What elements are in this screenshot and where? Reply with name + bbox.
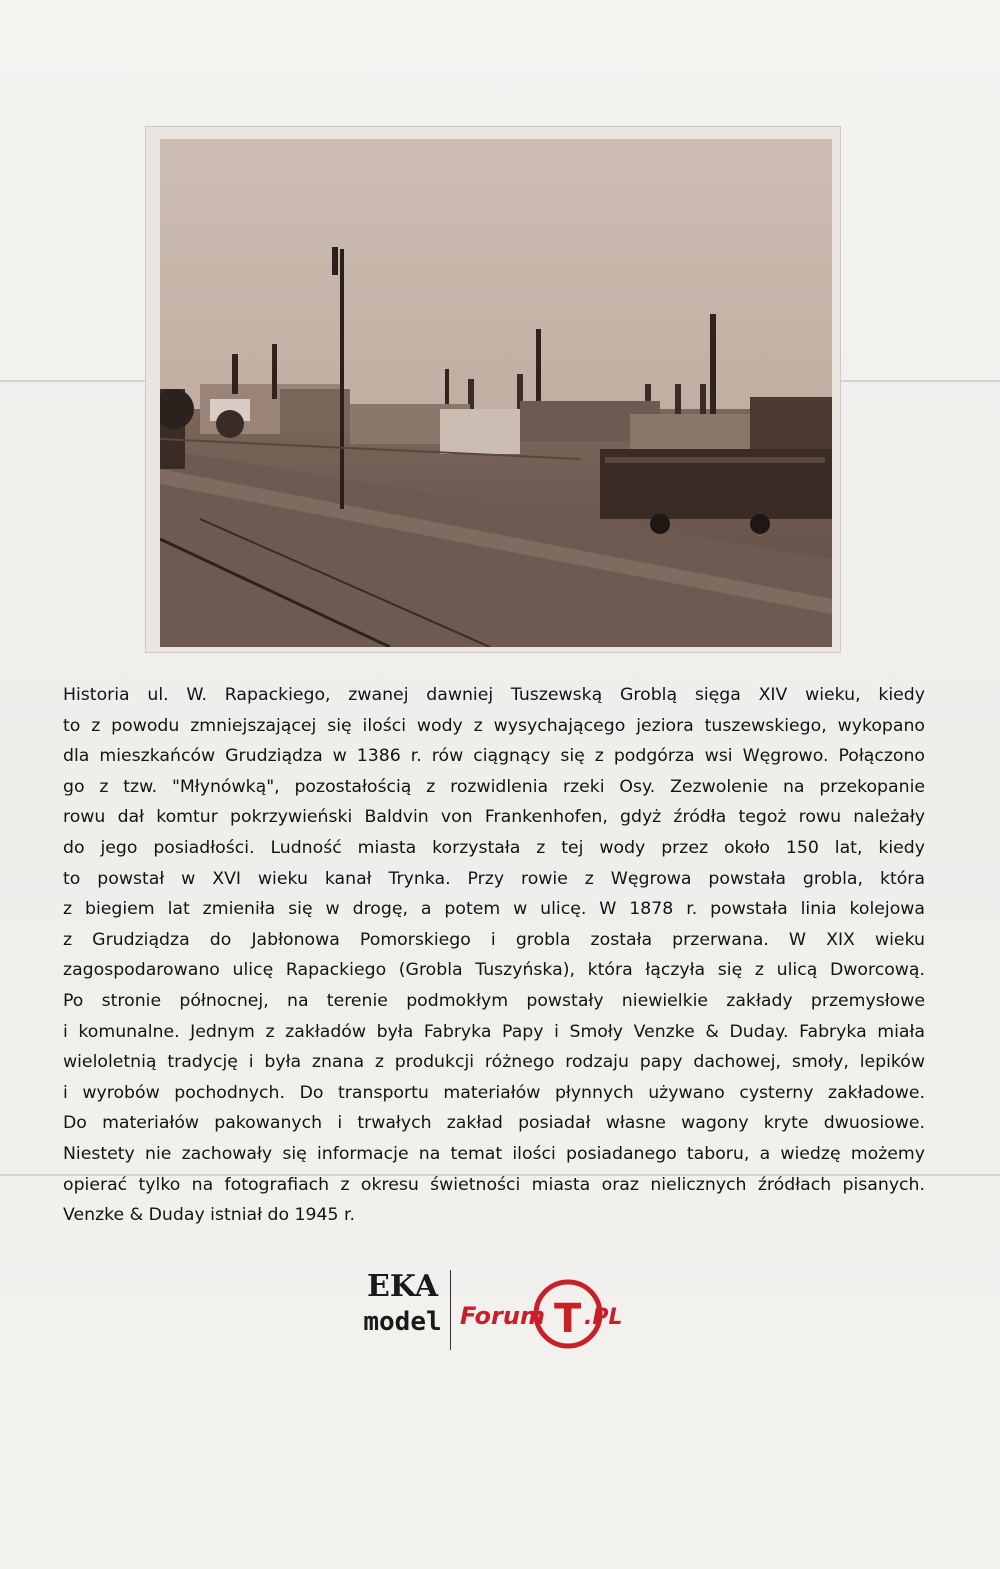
eka-logo-subtext: model	[363, 1307, 442, 1337]
paragraph-line: Historia ul. W. Rapackiego, zwanej dawniej Tuszewską Groblą sięga XIV wieku, kiedy	[63, 685, 925, 705]
forum-logo-suffix: .PL	[584, 1305, 623, 1330]
paragraph-line: i wyrobów pochodnych. Do transportu materiałów płynnych używano cysterny zakładowe.	[63, 1082, 925, 1103]
paragraph-line: wieloletnią tradycję i była znana z produkcji różnego rodzaju papy dachowej, smoły, lepików	[63, 1052, 925, 1073]
eka-logo-text: EKA	[366, 1269, 438, 1304]
forum-tt-logo	[456, 1270, 626, 1356]
paragraph-line: rowu dał komtur pokrzywieński Baldvin von Frankenhofen, gdyż źródła tegoż rowu należały	[63, 807, 925, 828]
paragraph-line: Venzke & Duday istniał do 1945 r.	[63, 1205, 356, 1226]
paragraph-line: zagospodarowano ulicę Rapackiego (Grobla Tuszyńska), która łączyła się z ulicą Dworcową.	[63, 960, 925, 981]
paragraph-line: z Grudziądza do Jabłonowa Pomorskiego i grobla została przerwana. W XIX wieku	[63, 929, 925, 950]
paragraph-line: opierać tylko na fotografiach z okresu świetności miasta oraz nielicznych źródłach pisanych.	[63, 1174, 925, 1195]
paragraph-line: Niestety nie zachowały się informacje na temat ilości posiadanego taboru, a wiedzę możemy	[63, 1143, 925, 1164]
logos-block	[360, 1262, 630, 1358]
paragraph-line: Do materiałów pakowanych i trwałych zakład posiadał własne wagony kryte dwuosiowe.	[63, 1113, 925, 1134]
paragraph-line: dla mieszkańców Grudziądza w 1386 r. rów ciągnący się z podgórza wsi Węgrowo. Połączono	[63, 746, 925, 767]
paragraph-line: Po stronie północnej, na terenie podmokłym powstały niewielkie zakłady przemysłowe	[63, 990, 925, 1011]
paragraph-line: do jego posiadłości. Ludność miasta korzystała z tej wody przez około 150 lat, kiedy	[63, 837, 925, 858]
forum-logo-mark: T	[554, 1296, 582, 1342]
historical-photograph	[146, 127, 840, 652]
paragraph-line: to z powodu zmniejszającej się ilości wody z wysychającego jeziora tuszewskiego, wykopano	[63, 715, 925, 736]
paragraph-line: i komunalne. Jednym z zakładów była Fabryka Papy i Smoły Venzke & Duday. Fabryka miała	[63, 1021, 925, 1042]
history-paragraph	[63, 680, 925, 1231]
factory-street-photo	[160, 139, 832, 647]
forum-logo-text: Forum	[460, 1302, 545, 1330]
logo-divider	[450, 1270, 451, 1350]
paragraph-line: z biegiem lat zmieniła się w drogę, a potem w ulicę. W 1878 r. powstała linia kolejowa	[63, 899, 925, 920]
paragraph-line: to powstał w XVI wieku kanał Trynka. Przy rowie z Węgrowa powstała grobla, która	[63, 868, 925, 889]
paragraph-line: go z tzw. "Młynówką", pozostałością z rozwidlenia rzeki Osy. Zezwolenie na przekopanie	[63, 776, 925, 797]
